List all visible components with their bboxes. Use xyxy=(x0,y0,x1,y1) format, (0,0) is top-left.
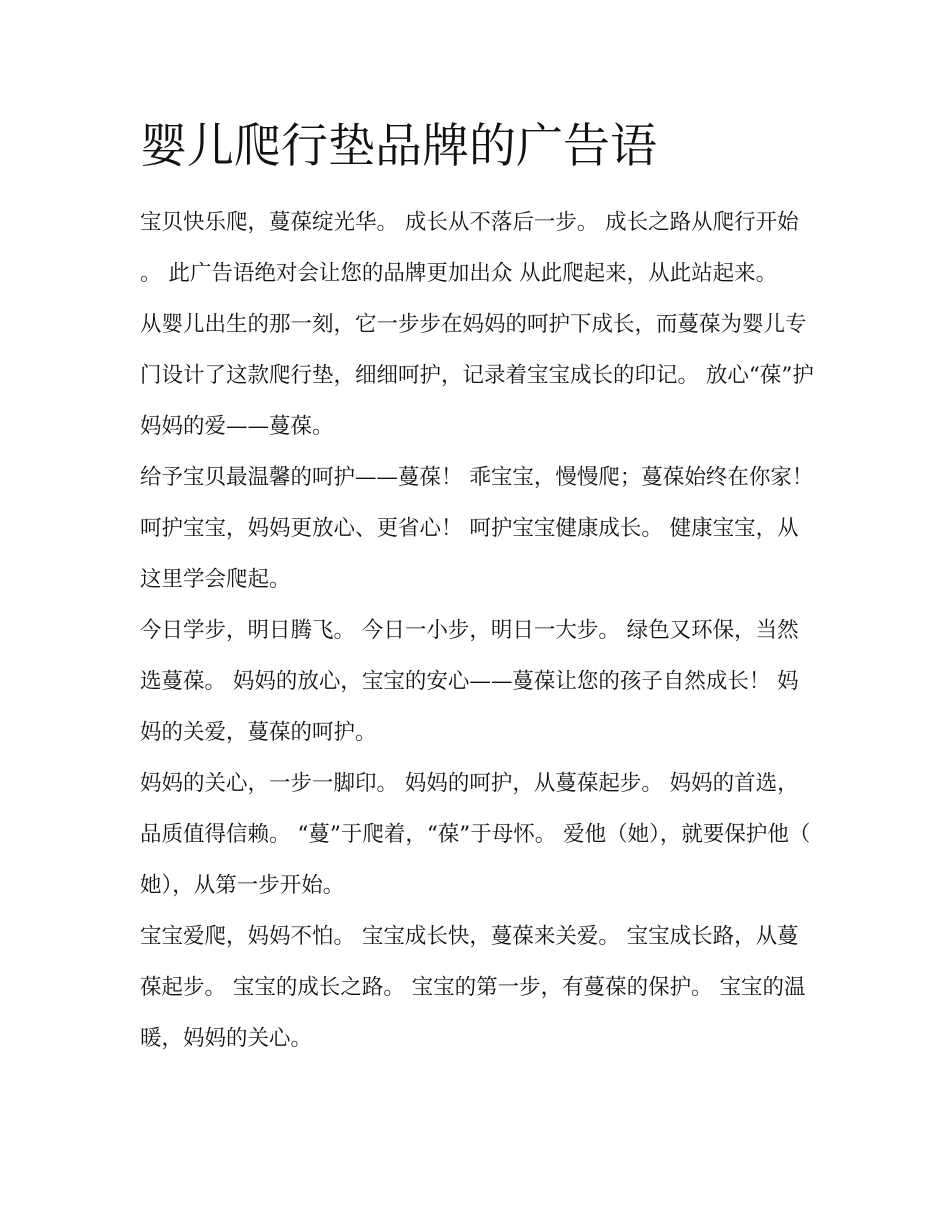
document-title: 婴儿爬行垫品牌的广告语 xyxy=(140,119,657,174)
paragraph-3: 给予宝贝最温馨的呵护——蔓葆！ 乖宝宝，慢慢爬；蔓葆始终在你家！ 呵护宝宝，妈妈更放心、更省心！ 呵护宝宝健康成长。 健康宝宝，从这里学会爬起。 xyxy=(140,465,814,592)
paragraph-5: 妈妈的关心，一步一脚印。 妈妈的呵护，从蔓葆起步。 妈妈的首选，品质值得信赖。 “蔓”于爬着，“葆”于母怀。 爱他（她），就要保护他（她），从第一步开始。 xyxy=(140,771,811,898)
paragraph-2: 从婴儿出生的那一刻，它一步步在妈妈的呵护下成长，而蔓葆为婴儿专门设计了这款爬行垫，细细呵护，记录着宝宝成长的印记。 放心“葆”护妈妈的爱——蔓葆。 xyxy=(140,312,814,439)
document-body xyxy=(140,197,820,1064)
paragraph-4: 今日学步，明日腾飞。 今日一小步，明日一大步。 绿色又环保，当然选蔓葆。 妈妈的放心，宝宝的安心——蔓葆让您的孩子自然成长！ 妈妈的关爱，蔓葆的呵护。 xyxy=(140,618,799,745)
paragraph-6: 宝宝爱爬，妈妈不怕。 宝宝成长快，蔓葆来关爱。 宝宝成长路，从蔓葆起步。 宝宝的成长之路。 宝宝的第一步，有蔓葆的保护。 宝宝的温暖，妈妈的关心。 xyxy=(140,924,806,1051)
paragraph-1: 宝贝快乐爬，蔓葆绽光华。 成长从不落后一步。 成长之路从爬行开始。 此广告语绝对会让您的品牌更加出众 从此爬起来，从此站起来。 xyxy=(140,210,799,286)
